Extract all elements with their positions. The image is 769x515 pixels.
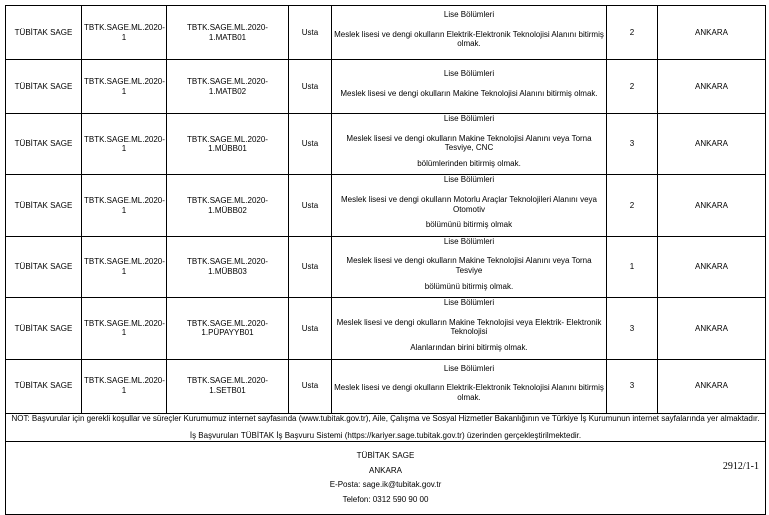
requirements-text: Meslek lisesi ve dengi okulların Makine Teknolojisi Alanını veya Torna Tesviye, CNC [346,133,592,153]
requirements-heading: Lise Bölümleri [443,175,495,185]
city-cell: ANKARA [658,60,766,114]
ilan-code-cell: TBTK.SAGE.ML.2020-1 [82,6,167,60]
note-row [6,413,766,441]
title-cell: Usta [289,359,332,413]
position-code-cell: TBTK.SAGE.ML.2020-1.MÜBB03 [167,236,289,297]
count-cell: 3 [607,114,658,175]
position-code-cell: TBTK.SAGE.ML.2020-1.MÜBB02 [167,175,289,236]
requirements-heading: Lise Bölümleri [443,298,495,308]
requirements-text: Meslek lisesi ve dengi okulların Makine Teknolojisi Alanını veya Torna Tesviye [346,256,592,275]
contact-cell [6,441,766,514]
title-cell: Usta [289,114,332,175]
count-cell: 2 [607,60,658,114]
position-code-cell: TBTK.SAGE.ML.2020-1.MATB01 [167,6,289,60]
city-cell: ANKARA [658,175,766,236]
requirements-cell [332,175,607,236]
org-cell: TÜBİTAK SAGE [6,175,82,236]
requirements-text: bölümünü bitirmiş olmak. [424,281,514,291]
ilan-code-cell: TBTK.SAGE.ML.2020-1 [82,175,167,236]
requirements-cell [332,236,607,297]
org-cell: TÜBİTAK SAGE [6,60,82,114]
count-cell: 2 [607,6,658,60]
requirements-heading: Lise Bölümleri [443,10,495,20]
org-cell: TÜBİTAK SAGE [6,359,82,413]
table-row [6,298,766,359]
count-cell: 3 [607,298,658,359]
requirements-heading: Lise Bölümleri [443,236,495,246]
org-cell: TÜBİTAK SAGE [6,298,82,359]
requirements-cell [332,359,607,413]
requirements-text: bölümünü bitirmiş olmak [425,220,513,230]
contact-city: ANKARA [369,465,402,475]
contact-row [6,441,766,514]
note-line-1: NOT: Başvurular için gerekli koşullar ve süreçler Kurumumuz internet sayfasında (www.tubitak.gov.tr), Aile, Çalışma ve Sosyal Hizmetler Bakanlığının ve Türkiye İş Kurumunun internet sayfalarında yer almaktadır. [11,413,760,423]
contact-phone: Telefon: 0312 590 90 00 [342,494,429,504]
count-cell: 1 [607,236,658,297]
title-cell: Usta [289,6,332,60]
table-row [6,236,766,297]
city-cell: ANKARA [658,6,766,60]
document-code: 2912/1-1 [722,461,759,472]
table-row [6,359,766,413]
requirements-heading: Lise Bölümleri [443,114,495,123]
title-cell: Usta [289,60,332,114]
count-cell: 3 [607,359,658,413]
requirements-heading: Lise Bölümleri [443,68,495,78]
requirements-cell [332,298,607,359]
ilan-code-cell: TBTK.SAGE.ML.2020-1 [82,359,167,413]
contact-email: E-Posta: sage.ik@tubitak.gov.tr [329,480,442,490]
city-cell: ANKARA [658,236,766,297]
ilan-code-cell: TBTK.SAGE.ML.2020-1 [82,298,167,359]
contact-org: TÜBİTAK SAGE [356,451,415,460]
requirements-text: Meslek lisesi ve dengi okulların Elektrik-Elektronik Teknolojisi Alanını bitirmiş olmak. [334,383,604,402]
position-code-cell: TBTK.SAGE.ML.2020-1.MATB02 [167,60,289,114]
org-cell: TÜBİTAK SAGE [6,6,82,60]
table-row [6,60,766,114]
position-code-cell: TBTK.SAGE.ML.2020-1.SETB01 [167,359,289,413]
count-cell: 2 [607,175,658,236]
requirements-text: Meslek lisesi ve dengi okulların Makine Teknolojisi veya Elektrik- Elektronik Teknolojisi [336,317,602,337]
requirements-cell [332,114,607,175]
position-code-cell: TBTK.SAGE.ML.2020- 1.PÜPAYYB01 [167,298,289,359]
table-body [6,6,766,414]
requirements-cell [332,6,607,60]
requirements-cell [332,60,607,114]
title-cell: Usta [289,236,332,297]
requirements-text: Meslek lisesi ve dengi okulların Motorlu Araçlar Teknolojileri Alanını veya Otomotiv [341,194,597,214]
requirements-text: Meslek lisesi ve dengi okulların Elektrik-Elektronik Teknolojisi Alanını bitirmiş olmak. [334,29,604,49]
org-cell: TÜBİTAK SAGE [6,236,82,297]
requirements-text: Alanlarından birini bitirmiş olmak. [410,342,528,352]
city-cell: ANKARA [658,298,766,359]
table-row [6,175,766,236]
position-code-cell: TBTK.SAGE.ML.2020-1.MÜBB01 [167,114,289,175]
city-cell: ANKARA [658,359,766,413]
requirements-heading: Lise Bölümleri [443,363,495,373]
note-cell [6,413,766,441]
requirements-text: Meslek lisesi ve dengi okulların Makine Teknolojisi Alanını bitirmiş olmak. [340,88,598,98]
title-cell: Usta [289,298,332,359]
ilan-code-cell: TBTK.SAGE.ML.2020-1 [82,114,167,175]
ilan-code-cell: TBTK.SAGE.ML.2020-1 [82,236,167,297]
requirements-text: bölümlerinden bitirmiş olmak. [417,158,521,168]
table-row [6,114,766,175]
title-cell: Usta [289,175,332,236]
job-listing-table [5,5,766,515]
ilan-code-cell: TBTK.SAGE.ML.2020-1 [82,60,167,114]
note-line-2: İş Başvuruları TÜBİTAK İş Başvuru Sistemi (https://kariyer.sage.tubitak.gov.tr) üzerinden gerçekleştirilmektedir. [189,431,582,441]
city-cell: ANKARA [658,114,766,175]
org-cell: TÜBİTAK SAGE [6,114,82,175]
table-row [6,6,766,60]
